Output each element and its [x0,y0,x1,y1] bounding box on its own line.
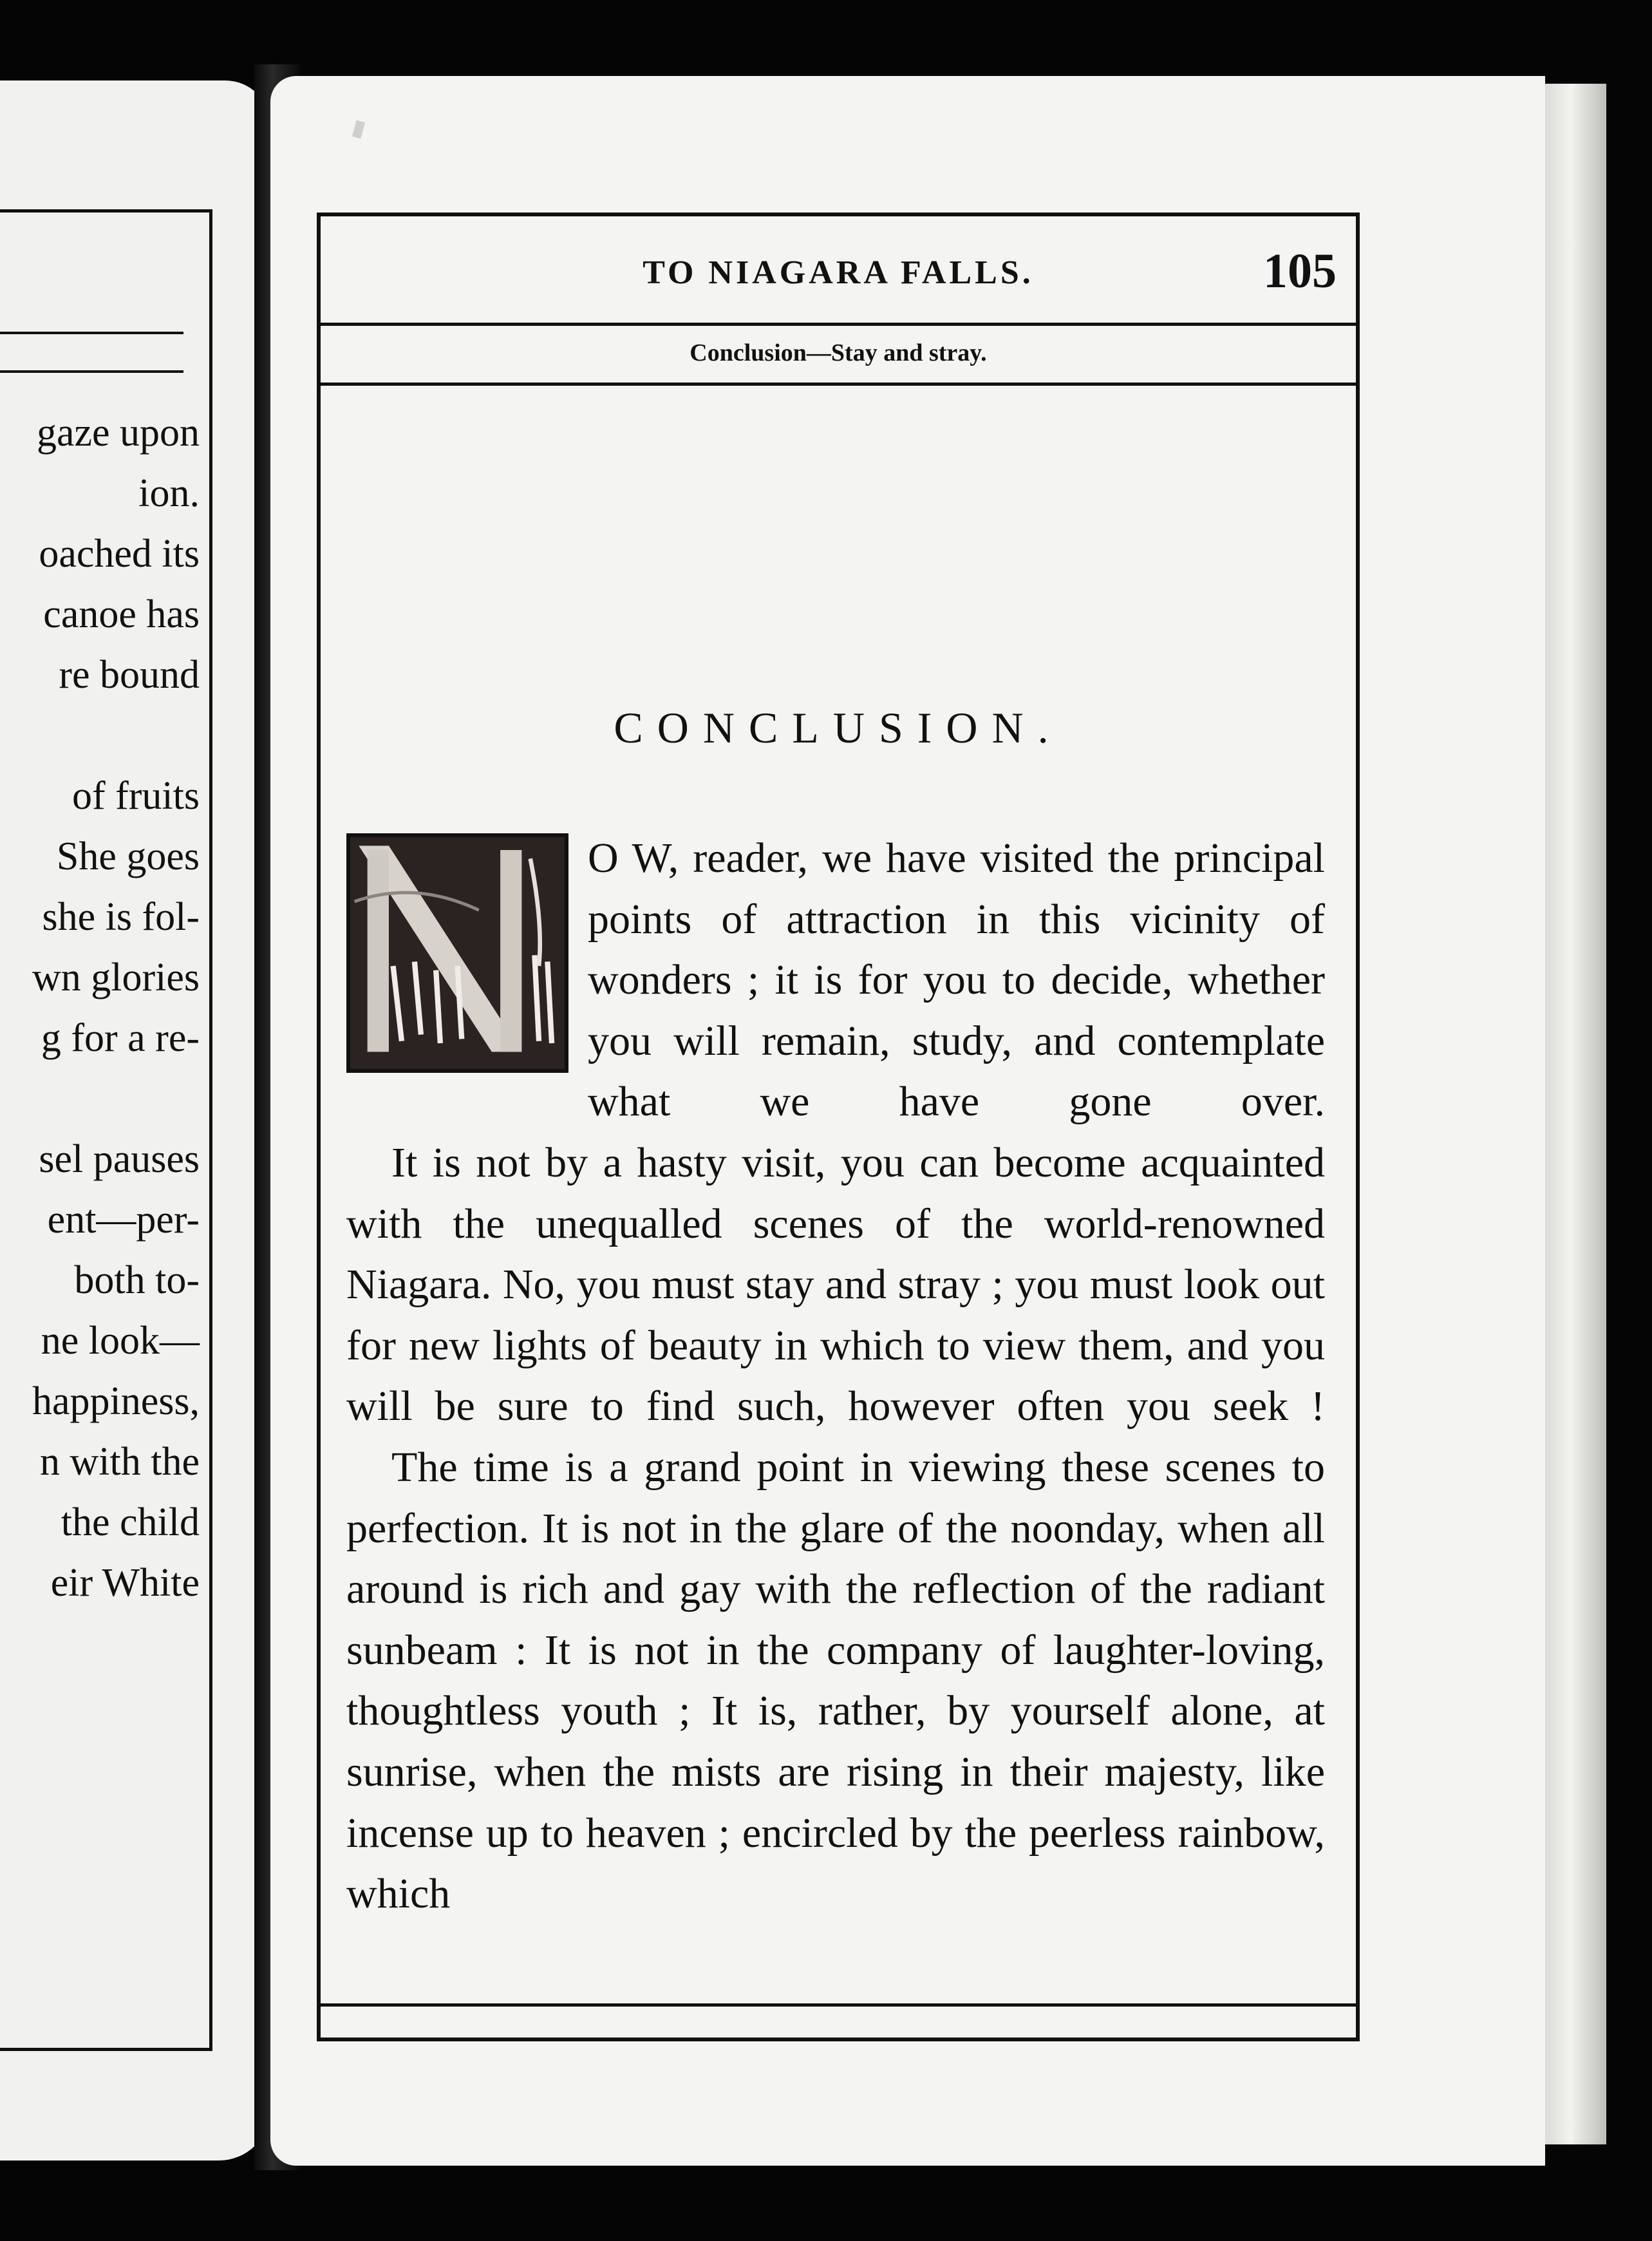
left-page [0,80,270,2161]
left-page-line: oached its [39,532,200,576]
paragraph-1: O W, reader, we have visited the principal points of attraction in this vicinity of wonders ; it is for you to decide, whether you will remain, study, and contemplate what we have gone over. [588,835,1325,1126]
left-page-line [0,1068,200,1129]
illustrated-initial-n-icon [346,833,568,1073]
body-text [346,828,1325,1925]
left-page-line: She goes [56,835,200,878]
left-page-line [0,705,200,766]
left-page-line: re bound [59,653,200,697]
left-header-rule-2 [0,370,183,373]
left-page-line: n with the [40,1440,200,1484]
left-page-line: ne look— [41,1319,200,1363]
left-page-text [0,402,200,1613]
subhead: Conclusion—Stay and stray. [690,339,987,366]
left-page-line: eir White [50,1561,200,1605]
left-page-line: happiness, [32,1379,200,1423]
left-page-line: she is fol- [42,895,200,939]
left-page-line: g for a re- [41,1016,200,1060]
page-frame [317,213,1360,2041]
subhead-rule [321,383,1356,386]
header-rule [321,323,1356,326]
left-page-line: canoe has [43,592,200,636]
left-page-line: ent—per- [47,1198,200,1242]
page-number: 105 [1263,244,1337,298]
left-page-line: of fruits [71,774,200,818]
paragraph-3: The time is a grand point in viewing these scenes to perfection. It is not in the glare of the noonday, when all around is rich and gay with the reflection of the radiant sunbeam : It is not in the company of laughter-loving, thoughtless youth ; It is, rather, by yourself alone, at sunrise, when the mists are rising in their majesty, like incense up to heaven ; encircled by the peerless rainbow, which [346,1443,1325,1918]
left-header-rule [0,332,183,334]
left-page-line: wn glories [32,956,200,999]
paragraph-2: It is not by a hasty visit, you can become acquainted with the unequalled scenes of the world-renowned Niagara. No, you must stay and stray ; you must look out for new lights of beauty in which to view them, and you will be sure to find such, however often you seek ! [346,1139,1325,1430]
left-page-line: both to- [74,1258,200,1302]
page-edge [1542,84,1606,2144]
footer-rule [321,2003,1356,2007]
running-title: TO NIAGARA FALLS. [643,254,1034,291]
left-page-line: sel pauses [39,1137,200,1181]
running-header [321,244,1356,299]
left-page-line: ion. [138,471,200,515]
left-page-line: gaze upon [36,411,200,455]
left-page-line: the child [61,1500,200,1544]
chapter-heading: CONCLUSION. [614,703,1063,752]
page-mark [352,120,365,139]
